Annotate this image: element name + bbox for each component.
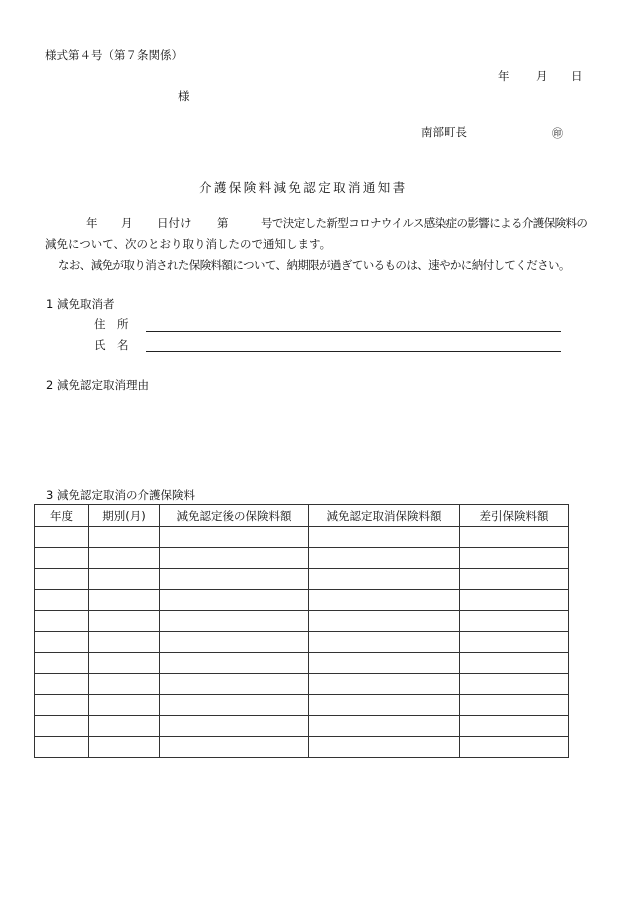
table-cell	[35, 590, 89, 611]
column-header-cancelled-amount: 減免認定取消保険料額	[309, 505, 460, 527]
date-month: 月	[536, 69, 548, 83]
table-cell	[35, 548, 89, 569]
table-cell	[89, 632, 160, 653]
seal-icon: ㊞	[552, 127, 563, 140]
table-cell	[460, 695, 569, 716]
body-month: 月	[121, 216, 133, 230]
table-cell	[35, 611, 89, 632]
table-row	[35, 590, 569, 611]
body-dai: 第	[217, 216, 229, 230]
table-cell	[460, 527, 569, 548]
body-line1-rest: 号で決定した新型コロナウイルス感染症の影響による介護保険料の	[261, 216, 588, 230]
body-dated: 日付け	[157, 216, 192, 230]
table-cell	[35, 716, 89, 737]
table-cell	[309, 527, 460, 548]
table-cell	[309, 737, 460, 758]
date-year: 年	[498, 69, 510, 83]
table-cell	[89, 611, 160, 632]
table-row	[35, 527, 569, 548]
table-row	[35, 569, 569, 590]
table-cell	[460, 590, 569, 611]
table-cell	[460, 548, 569, 569]
table-header-row	[35, 505, 569, 527]
column-header-period: 期別(月)	[89, 505, 160, 527]
column-header-after-reduction: 減免認定後の保険料額	[160, 505, 309, 527]
name-label: 氏 名	[94, 338, 129, 352]
table-cell	[89, 527, 160, 548]
table-row	[35, 548, 569, 569]
table-cell	[160, 632, 309, 653]
table-cell	[160, 716, 309, 737]
table-cell	[309, 674, 460, 695]
table-cell	[35, 695, 89, 716]
table-body	[35, 527, 569, 758]
date-day: 日	[571, 69, 583, 83]
name-line	[146, 351, 561, 352]
body-line3: なお、減免が取り消された保険料額について、納期限が過ぎているものは、速やかに納付してください。	[58, 258, 570, 272]
address-label: 住 所	[94, 317, 129, 331]
table-cell	[35, 527, 89, 548]
table-cell	[160, 569, 309, 590]
table-cell	[160, 653, 309, 674]
table-cell	[89, 695, 160, 716]
address-line	[146, 331, 561, 332]
section3-heading: 3 減免認定取消の介護保険料	[46, 488, 195, 502]
table-cell	[89, 569, 160, 590]
section2-heading: 2 減免認定取消理由	[46, 378, 149, 392]
table-cell	[460, 674, 569, 695]
table-cell	[460, 716, 569, 737]
table-cell	[309, 548, 460, 569]
premium-table	[34, 504, 569, 758]
table-cell	[35, 632, 89, 653]
table-row	[35, 653, 569, 674]
addressee-suffix: 様	[178, 89, 190, 103]
column-header-year: 年度	[35, 505, 89, 527]
table-cell	[309, 590, 460, 611]
body-line2: 減免について、次のとおり取り消したので通知します。	[45, 237, 332, 251]
table-row	[35, 632, 569, 653]
body-year: 年	[86, 216, 98, 230]
table-cell	[35, 674, 89, 695]
table-cell	[309, 653, 460, 674]
table-cell	[89, 674, 160, 695]
table-row	[35, 611, 569, 632]
table-cell	[309, 611, 460, 632]
document-title: 介護保険料減免認定取消通知書	[199, 180, 408, 195]
table-cell	[160, 737, 309, 758]
table-cell	[160, 611, 309, 632]
table-cell	[160, 590, 309, 611]
table-cell	[35, 737, 89, 758]
table-cell	[35, 653, 89, 674]
table-cell	[160, 674, 309, 695]
table-cell	[460, 611, 569, 632]
table-cell	[309, 695, 460, 716]
table-cell	[89, 716, 160, 737]
table-cell	[460, 569, 569, 590]
table-cell	[309, 569, 460, 590]
form-number: 様式第４号（第７条関係）	[45, 48, 183, 62]
table-row	[35, 716, 569, 737]
issuer-name: 南部町長	[421, 125, 467, 139]
table-cell	[460, 653, 569, 674]
table-cell	[89, 737, 160, 758]
table-cell	[309, 632, 460, 653]
table-row	[35, 674, 569, 695]
table-cell	[160, 548, 309, 569]
table-cell	[309, 716, 460, 737]
table-cell	[460, 632, 569, 653]
table-cell	[35, 569, 89, 590]
table-cell	[460, 737, 569, 758]
column-header-difference: 差引保険料額	[460, 505, 569, 527]
table-cell	[160, 527, 309, 548]
section1-heading: 1 減免取消者	[46, 297, 115, 311]
table-cell	[89, 548, 160, 569]
table-cell	[160, 695, 309, 716]
table-cell	[89, 653, 160, 674]
table-row	[35, 695, 569, 716]
table-row	[35, 737, 569, 758]
table-cell	[89, 590, 160, 611]
